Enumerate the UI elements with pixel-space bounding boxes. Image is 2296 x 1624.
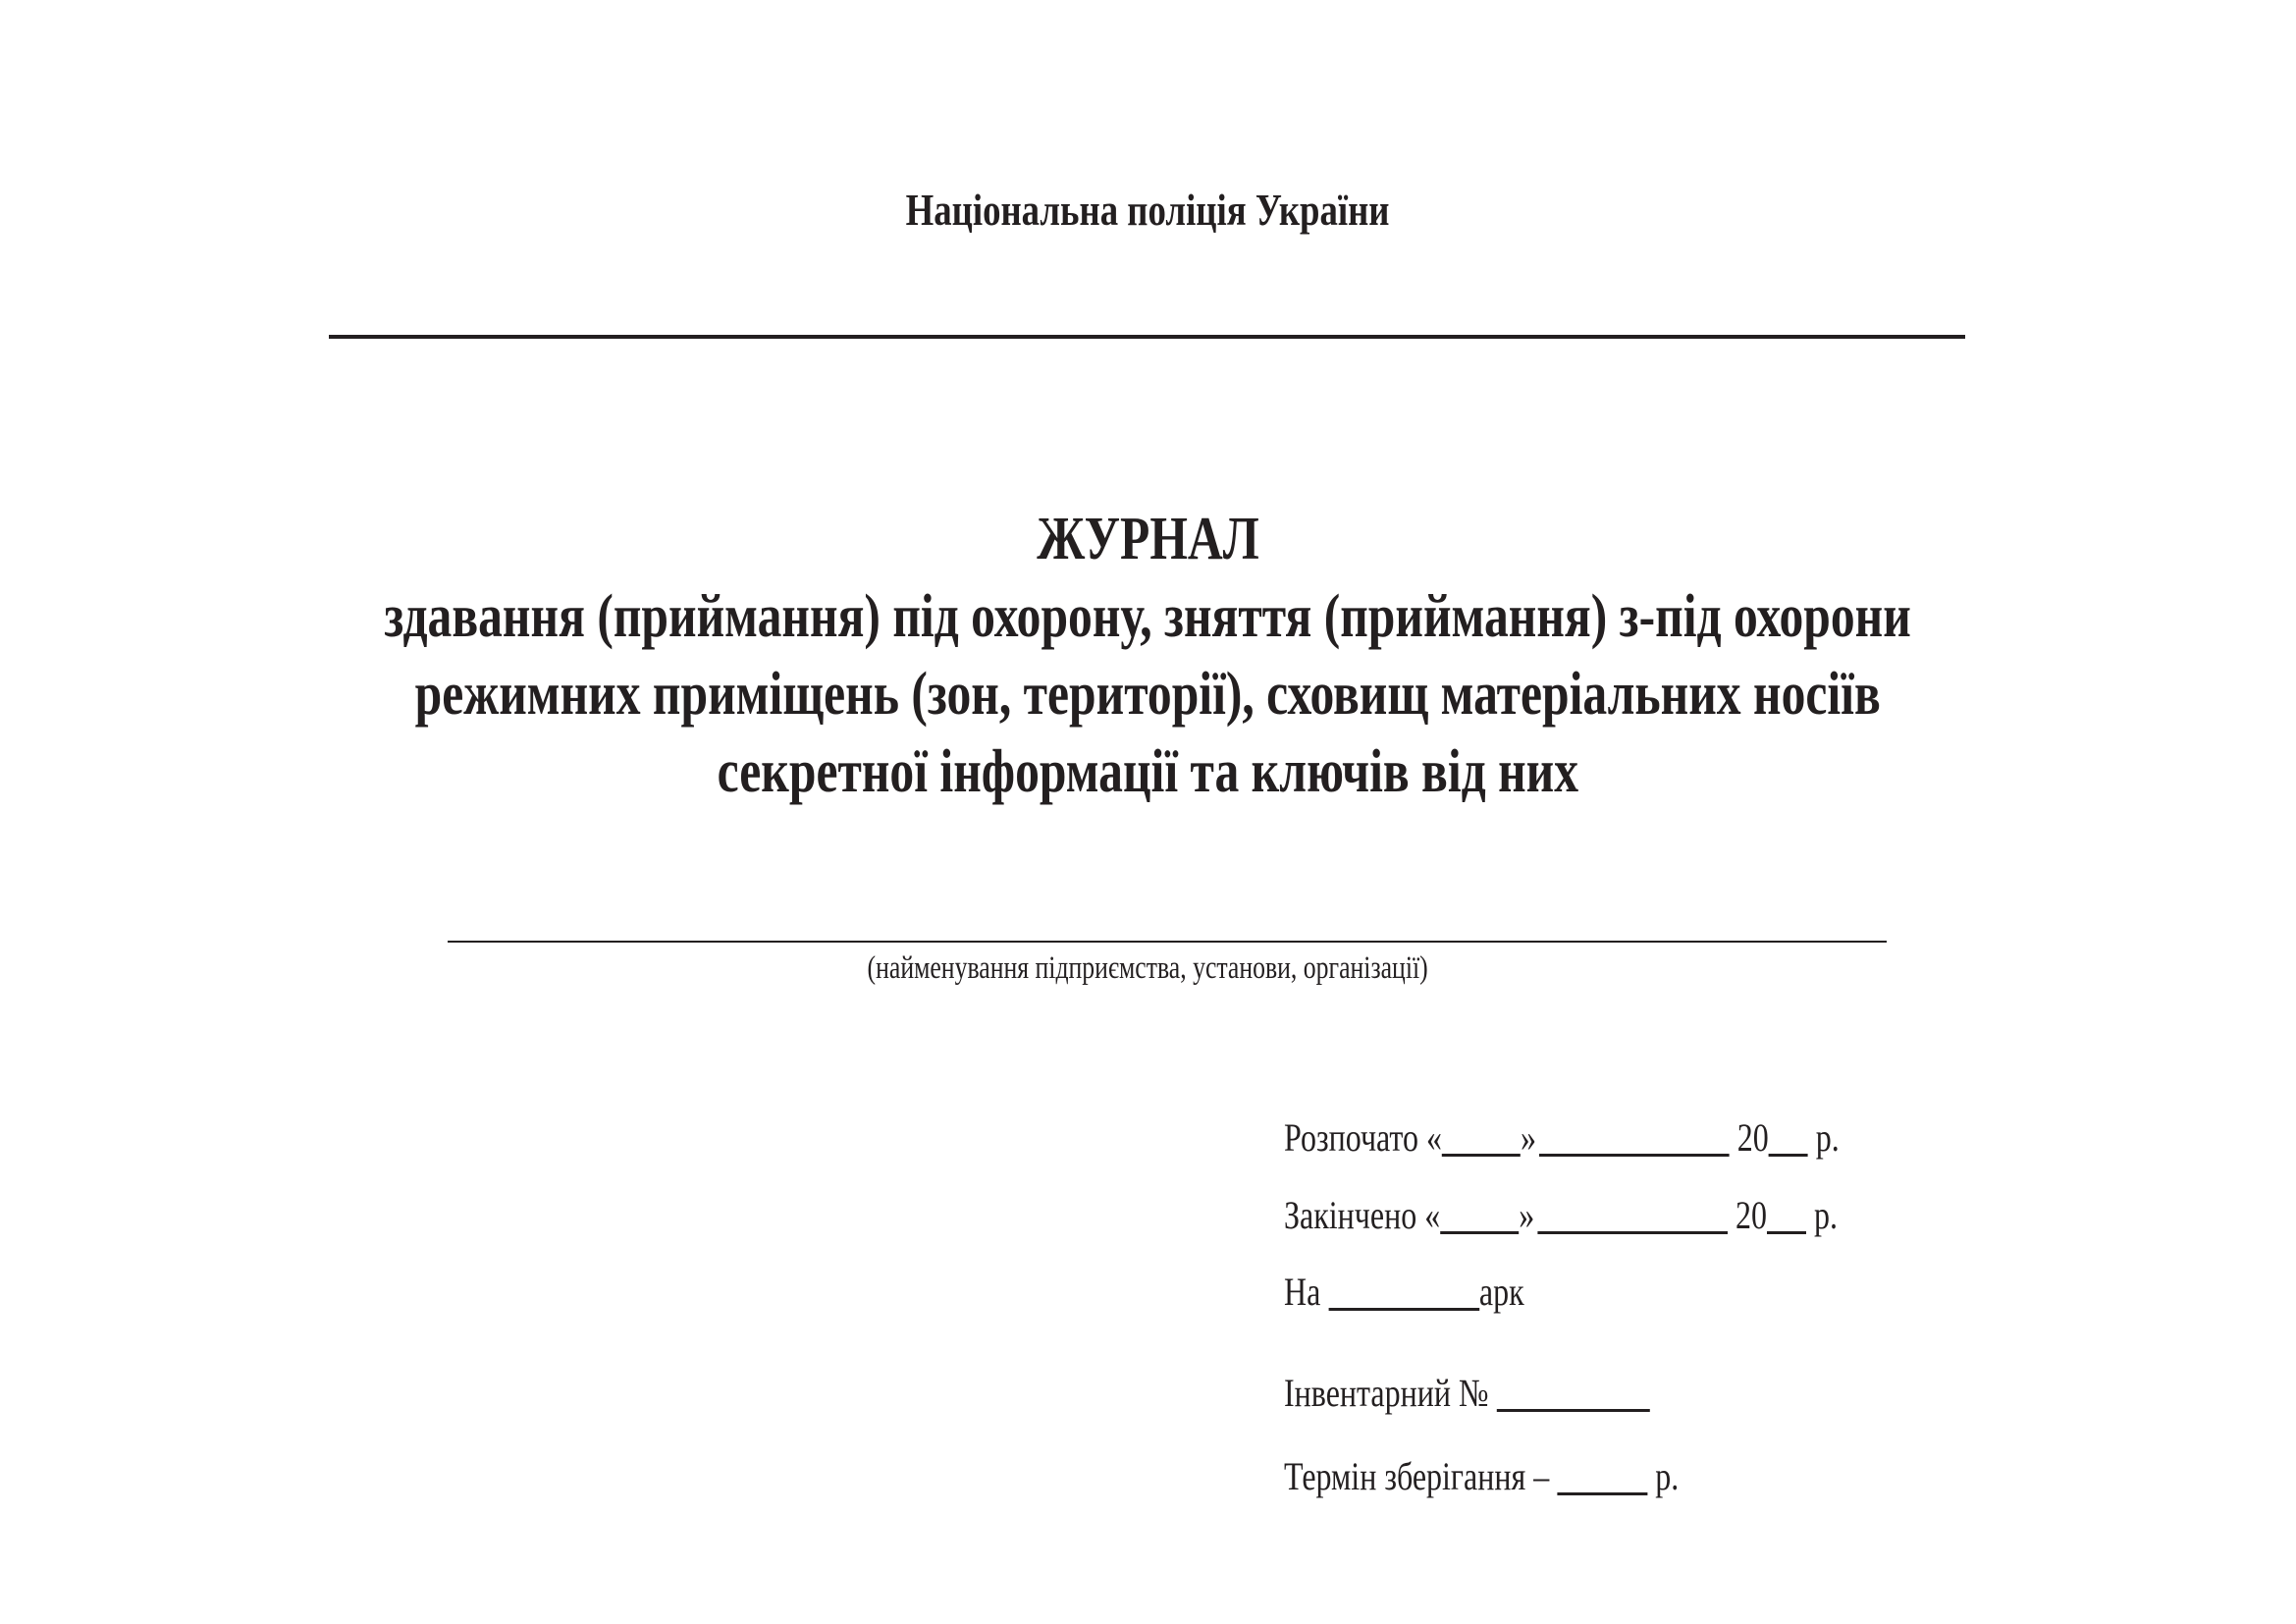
inventory-number-row	[1284, 1370, 1650, 1417]
title-line-2-text: режимних приміщень (зон, території), сховищ матеріальних носіїв	[414, 661, 1882, 728]
sheets-count-field[interactable]	[1328, 1274, 1479, 1311]
title-line-3	[0, 733, 2296, 811]
retention-period-row	[1284, 1453, 1679, 1500]
organization-name-caption	[0, 947, 2296, 990]
subdivision-line	[329, 335, 1965, 339]
started-label: Розпочато	[1284, 1115, 1418, 1160]
inventory-label: Інвентарний №	[1284, 1371, 1489, 1415]
finished-date-row	[1284, 1192, 1838, 1239]
title-line-1	[0, 578, 2296, 656]
organization-name-field[interactable]	[448, 941, 1887, 943]
organization-name-caption-text: (найменування підприємства, установи, організації)	[867, 950, 1429, 986]
started-day-field[interactable]	[1442, 1120, 1521, 1157]
finished-year-field[interactable]	[1767, 1198, 1806, 1234]
started-close-quote: »	[1520, 1115, 1536, 1160]
started-year-field[interactable]	[1769, 1120, 1808, 1157]
finished-year-prefix: 20	[1735, 1193, 1768, 1237]
title-heading	[0, 501, 2296, 578]
retention-suffix: р.	[1655, 1454, 1680, 1498]
title-line-3-text: секретної інформації та ключів від них	[717, 738, 1579, 805]
journal-title	[0, 501, 2296, 811]
started-suffix: р.	[1815, 1115, 1840, 1160]
retention-period-field[interactable]	[1557, 1459, 1647, 1495]
organization-header	[0, 183, 2296, 238]
finished-month-field[interactable]	[1537, 1198, 1728, 1234]
started-year-prefix: 20	[1736, 1115, 1769, 1160]
sheets-count-row	[1284, 1269, 1524, 1316]
finished-close-quote: »	[1519, 1193, 1535, 1237]
title-heading-text: ЖУРНАЛ	[1037, 506, 1259, 572]
finished-open-quote: «	[1424, 1193, 1441, 1237]
started-date-row	[1284, 1114, 1840, 1162]
inventory-number-field[interactable]	[1497, 1376, 1650, 1412]
started-month-field[interactable]	[1539, 1120, 1730, 1157]
finished-suffix: р.	[1814, 1193, 1839, 1237]
title-line-1-text: здавання (приймання) під охорону, зняття (приймання) з-під охорони	[384, 583, 1912, 650]
retention-label: Термін зберігання –	[1284, 1454, 1550, 1498]
finished-label: Закінчено	[1284, 1193, 1417, 1237]
finished-day-field[interactable]	[1440, 1198, 1519, 1234]
title-line-2	[0, 656, 2296, 733]
sheets-label: На	[1284, 1270, 1321, 1314]
sheets-suffix: арк	[1478, 1270, 1524, 1314]
organization-header-text: Національна поліція України	[906, 185, 1390, 235]
started-open-quote: «	[1425, 1115, 1442, 1160]
